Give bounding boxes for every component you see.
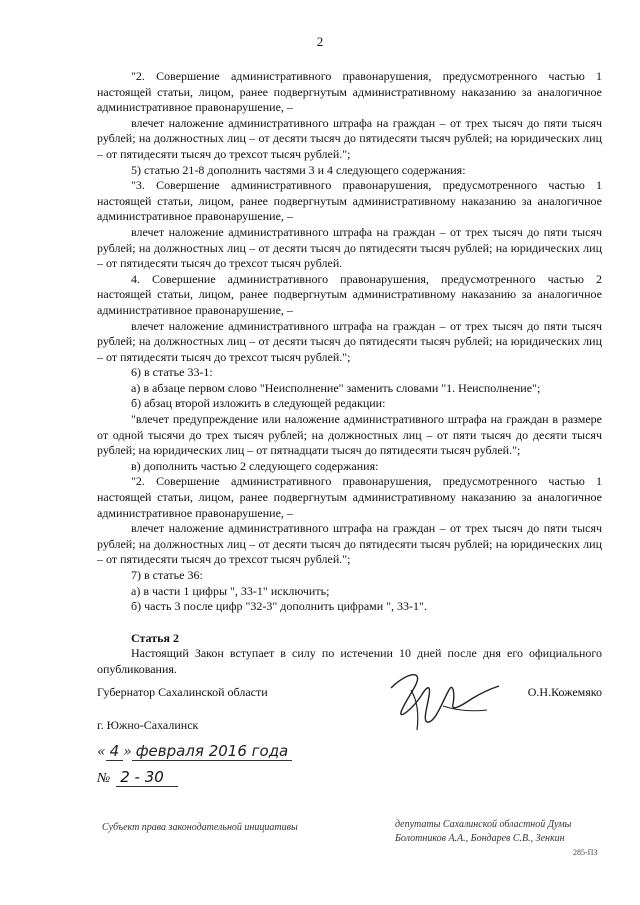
paragraph: б) абзац второй изложить в следующей редакции:: [131, 396, 386, 411]
governor-name: О.Н.Кожемяко: [527, 685, 602, 699]
date-month-year: февраля 2016 года: [132, 742, 293, 761]
paragraph: "влечет предупреждение или наложение административного штрафа на граждан в размере от одной тысячи до трех тысяч рублей; на должностных лиц – от пяти тысяч до десяти тысяч рублей; на юридических лиц – от пятнадцати тысяч до пятидесяти тысяч рублей.";: [97, 412, 602, 458]
footer-deputies-line1: депутаты Сахалинской областной Думы: [395, 819, 572, 830]
paragraph: 4. Совершение административного правонарушения, предусмотренного частью 2 настоящей статьи, лицом, ранее подвергнутым административному наказанию за аналогичное административное правонарушение, –: [97, 271, 602, 317]
paragraph: влечет наложение административного штрафа на граждан – от трех тысяч до пяти тысяч рублей; на должностных лиц – от десяти тысяч до пятидесяти тысяч рублей; на юридических лиц – от пятидесяти тысяч до трехсот тысяч рублей.";: [97, 318, 602, 364]
footer-deputies: [395, 818, 571, 846]
date-day: 4: [106, 742, 124, 761]
paragraph: 5) статью 21-8 дополнить частями 3 и 4 следующего содержания:: [131, 162, 466, 177]
article-heading: Статья 2: [131, 630, 179, 645]
law-body: [97, 69, 602, 678]
paragraph: влечет наложение административного штрафа на граждан – от трех тысяч до пяти тысяч рублей; на должностных лиц – от десяти тысяч до пятидесяти тысяч рублей; на юридических лиц – от пятидесяти тысяч до трехсот тысяч рублей.";: [97, 521, 602, 567]
paragraph: влечет наложение административного штрафа на граждан – от трех тысяч до пяти тысяч рублей; на должностных лиц – от десяти тысяч до пятидесяти тысяч рублей; на юридических лиц – от пятидесяти тысяч до трехсот тысяч рублей.";: [97, 115, 602, 161]
paragraph: а) в абзаце первом слово "Неисполнение" заменить словами "1. Неисполнение";: [131, 380, 541, 395]
law-number: [97, 768, 178, 787]
paragraph: 7) в статье 36:: [131, 568, 203, 582]
signing-date: [97, 742, 292, 760]
date-close-quote: »: [123, 744, 132, 760]
paragraph: "3. Совершение административного правонарушения, предусмотренного частью 1 настоящей статьи, лицом, ранее подвергнутым административному наказанию за аналогичное административное правонарушение, –: [97, 178, 602, 224]
document-code: 285-ПЗ: [573, 848, 598, 857]
paragraph: 6) в статье 33-1:: [131, 365, 213, 380]
paragraph: а) в части 1 цифры ", 33-1" исключить;: [131, 583, 330, 598]
date-open-quote: «: [97, 744, 106, 760]
number-value: 2 - 30: [116, 768, 178, 787]
city: г. Южно-Сахалинск: [97, 718, 199, 732]
footer-deputies-line2: Болотников А.А., Бондарев С.В., Зенкин: [395, 833, 565, 844]
handwritten-signature: [383, 660, 503, 735]
paragraph: влечет наложение административного штрафа на граждан – от трех тысяч до пяти тысяч рублей; на должностных лиц – от десяти тысяч до пятидесяти тысяч рублей; на юридических лиц – от пятидесяти тысяч до трехсот тысяч рублей.: [97, 224, 602, 271]
paragraph: "2. Совершение административного правонарушения, предусмотренного частью 1 настоящей статьи, лицом, ранее подвергнутым административному наказанию за аналогичное административное правонарушение, –: [97, 474, 602, 520]
paragraph: б) часть 3 после цифр "32-3" дополнить цифрами ", 33-1".: [131, 599, 427, 614]
paragraph: в) дополнить частью 2 следующего содержания:: [131, 458, 379, 473]
number-label: №: [97, 771, 111, 786]
paragraph: "2. Совершение административного правонарушения, предусмотренного частью 1 настоящей статьи, лицом, ранее подвергнутым административному наказанию за аналогичное административное правонарушение, –: [97, 69, 602, 115]
footer-initiative-label: Субъект права законодательной инициативы: [102, 822, 298, 833]
article-text: Настоящий Закон вступает в силу по истечении 10 дней после дня его официального опубликования.: [97, 646, 602, 676]
page-number: 2: [316, 34, 324, 49]
governor-title: Губернатор Сахалинской области: [97, 685, 268, 699]
